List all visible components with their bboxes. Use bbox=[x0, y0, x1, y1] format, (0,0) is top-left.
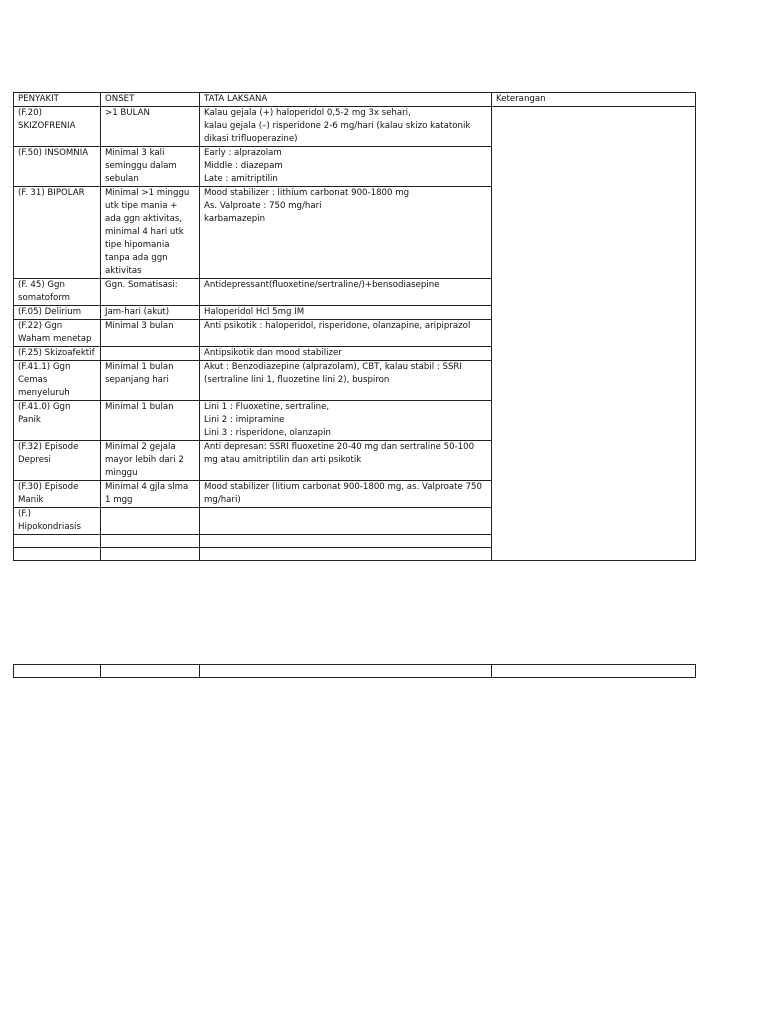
tata-laksana-line: Anti psikotik : haloperidol, risperidone, olanzapine, aripiprazol bbox=[204, 321, 471, 331]
tata-laksana-line: Lini 2 : imipramine bbox=[204, 415, 285, 425]
tata-laksana-line: Anti depresan: SSRI fluoxetine 20-40 mg dan sertraline 50-100 mg atau amitriptilin dan arti psikotik bbox=[204, 442, 475, 465]
table-row bbox=[14, 107, 696, 147]
cell-onset: Jam-hari (akut) bbox=[101, 306, 200, 320]
table-header-row bbox=[14, 93, 696, 107]
cell-tata-laksana bbox=[200, 508, 492, 535]
cell-onset bbox=[101, 548, 200, 561]
header-penyakit: PENYAKIT bbox=[14, 93, 101, 107]
cell-onset: Minimal 3 kali seminggu dalam sebulan bbox=[101, 147, 200, 187]
cell-onset bbox=[101, 535, 200, 548]
cell-onset: Minimal 3 bulan bbox=[101, 320, 200, 347]
cell-onset: Minimal 4 gjla slma 1 mgg bbox=[101, 481, 200, 508]
header-onset: ONSET bbox=[101, 93, 200, 107]
empty-cell bbox=[14, 665, 101, 678]
cell-penyakit: (F.32) Episode Depresi bbox=[14, 441, 101, 481]
cell-keterangan bbox=[492, 107, 696, 561]
tata-laksana-line: Late : amitriptilin bbox=[204, 174, 278, 184]
cell-tata-laksana bbox=[200, 279, 492, 306]
empty-cell bbox=[492, 665, 696, 678]
cell-penyakit bbox=[14, 535, 101, 548]
tata-laksana-line: Antipsikotik dan mood stabilizer bbox=[204, 348, 342, 358]
cell-penyakit: (F. 31) BIPOLAR bbox=[14, 187, 101, 279]
header-keterangan: Keterangan bbox=[492, 93, 696, 107]
cell-tata-laksana bbox=[200, 441, 492, 481]
cell-penyakit: (F.22) Ggn Waham menetap bbox=[14, 320, 101, 347]
cell-tata-laksana bbox=[200, 401, 492, 441]
cell-penyakit: (F.50) INSOMNIA bbox=[14, 147, 101, 187]
empty-cell bbox=[200, 665, 492, 678]
cell-penyakit: (F.25) Skizoafektif bbox=[14, 347, 101, 361]
tata-laksana-line: Lini 1 : Fluoxetine, sertraline, bbox=[204, 402, 330, 412]
tata-laksana-line: Kalau gejala (+) haloperidol 0,5-2 mg 3x sehari, bbox=[204, 108, 411, 118]
header-tata-laksana: TATA LAKSANA bbox=[200, 93, 492, 107]
cell-tata-laksana bbox=[200, 481, 492, 508]
tata-laksana-line: Antidepressant(fluoxetine/sertraline/)+bensodiasepine bbox=[204, 280, 440, 290]
cell-onset: >1 BULAN bbox=[101, 107, 200, 147]
cell-tata-laksana bbox=[200, 320, 492, 347]
disease-table bbox=[13, 92, 696, 561]
tata-laksana-line: Middle : diazepam bbox=[204, 161, 283, 171]
tata-laksana-line: karbamazepin bbox=[204, 214, 266, 224]
tata-laksana-line: Lini 3 : risperidone, olanzapin bbox=[204, 428, 331, 438]
cell-tata-laksana bbox=[200, 147, 492, 187]
cell-onset: Ggn. Somatisasi: bbox=[101, 279, 200, 306]
cell-penyakit: (F.30) Episode Manik bbox=[14, 481, 101, 508]
cell-onset: Minimal 1 bulan bbox=[101, 401, 200, 441]
tata-laksana-line: Mood stabilizer (litium carbonat 900-1800 mg, as. Valproate 750 mg/hari) bbox=[204, 482, 482, 505]
table-body bbox=[14, 107, 696, 561]
cell-tata-laksana bbox=[200, 361, 492, 401]
cell-onset: Minimal >1 minggu utk tipe mania + ada ggn aktivitas, minimal 4 hari utk tipe hipomania tanpa ada ggn aktivitas bbox=[101, 187, 200, 279]
empty-table-row bbox=[14, 665, 696, 678]
cell-onset bbox=[101, 347, 200, 361]
cell-penyakit: (F.41.0) Ggn Panik bbox=[14, 401, 101, 441]
cell-onset: Minimal 1 bulan sepanjang hari bbox=[101, 361, 200, 401]
empty-table bbox=[13, 664, 696, 678]
cell-penyakit: (F.41.1) Ggn Cemas menyeluruh bbox=[14, 361, 101, 401]
cell-penyakit: (F.20) SKIZOFRENIA bbox=[14, 107, 101, 147]
cell-onset bbox=[101, 508, 200, 535]
cell-penyakit: (F.) Hipokondriasis bbox=[14, 508, 101, 535]
cell-tata-laksana bbox=[200, 187, 492, 279]
tata-laksana-line: Mood stabilizer : lithium carbonat 900-1800 mg bbox=[204, 188, 410, 198]
tata-laksana-line: Akut : Benzodiazepine (alprazolam), CBT, kalau stabil : SSRI (sertraline lini 1, fluozetine lini 2), buspiron bbox=[204, 362, 462, 385]
tata-laksana-line: Early : alprazolam bbox=[204, 148, 282, 158]
cell-tata-laksana bbox=[200, 548, 492, 561]
cell-tata-laksana bbox=[200, 107, 492, 147]
tata-laksana-line: Haloperidol Hcl 5mg IM bbox=[204, 307, 305, 317]
cell-tata-laksana bbox=[200, 306, 492, 320]
cell-onset: Minimal 2 gejala mayor lebih dari 2 minggu bbox=[101, 441, 200, 481]
cell-tata-laksana bbox=[200, 347, 492, 361]
empty-cell bbox=[101, 665, 200, 678]
tata-laksana-line: kalau gejala (–) risperidone 2-6 mg/hari (kalau skizo katatonik dikasi trifluoperazine) bbox=[204, 121, 471, 144]
tata-laksana-line: As. Valproate : 750 mg/hari bbox=[204, 201, 322, 211]
cell-penyakit: (F. 45) Ggn somatoform bbox=[14, 279, 101, 306]
cell-penyakit: (F.05) Delirium bbox=[14, 306, 101, 320]
cell-tata-laksana bbox=[200, 535, 492, 548]
cell-penyakit bbox=[14, 548, 101, 561]
